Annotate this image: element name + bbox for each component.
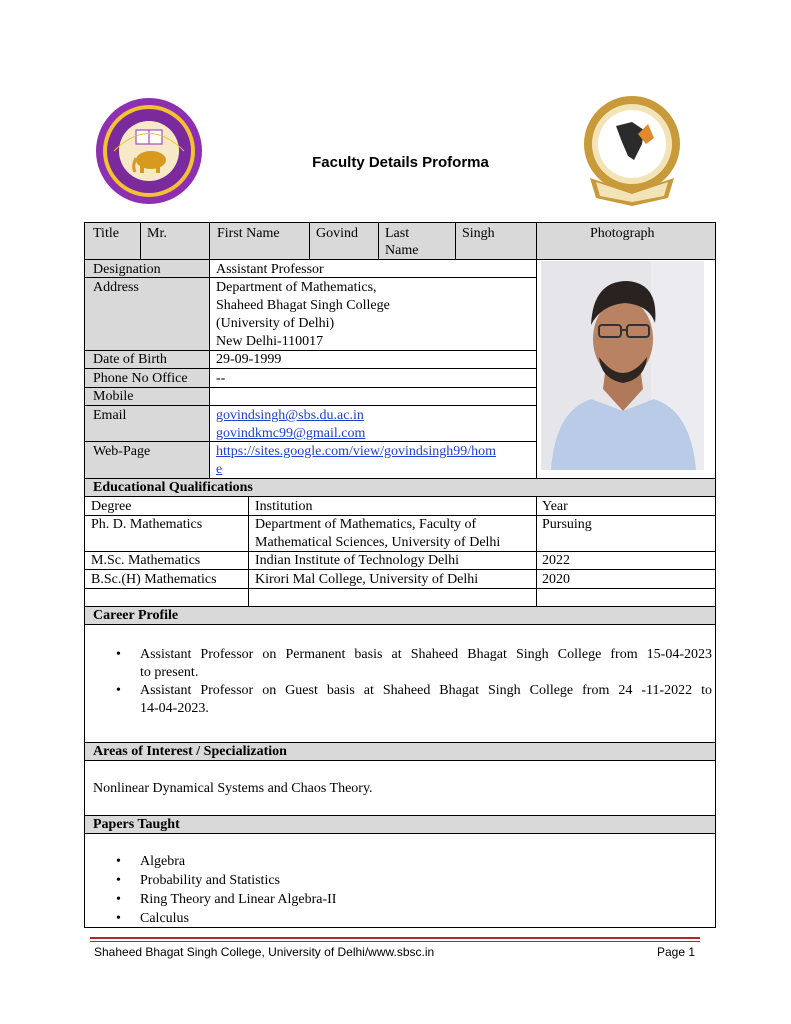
designation-label: Designation <box>93 262 161 277</box>
interest-heading: Areas of Interest / Specialization <box>93 744 287 759</box>
institution-cell: Department of Mathematics, Faculty of <box>255 517 477 532</box>
page-title: Faculty Details Proforma <box>312 154 489 171</box>
photograph-label: Photograph <box>590 226 655 241</box>
title-label: Title <box>93 226 119 241</box>
last-name-value: Singh <box>462 226 495 241</box>
institution-cell: Indian Institute of Technology Delhi <box>255 553 460 568</box>
career-item-line2: to present. <box>140 665 199 680</box>
degree-cell: B.Sc.(H) Mathematics <box>91 572 217 587</box>
bullet-icon: • <box>116 647 121 662</box>
paper-item: • Ring Theory and Linear Algebra-II <box>116 892 337 907</box>
address-line: (University of Delhi) <box>216 316 335 331</box>
address-line: Department of Mathematics, <box>216 280 377 295</box>
faculty-photograph <box>541 261 704 470</box>
bullet-icon: • <box>116 854 121 869</box>
institution-column-header: Institution <box>255 499 313 514</box>
first-name-value: Govind <box>316 226 358 241</box>
dob-label: Date of Birth <box>93 352 167 367</box>
career-item <box>116 646 712 682</box>
webpage-link-continued[interactable]: e <box>216 462 223 477</box>
phone-value: -- <box>216 371 226 386</box>
mobile-label: Mobile <box>93 389 134 404</box>
paper-item: • Algebra <box>116 854 186 869</box>
email-label: Email <box>93 408 127 423</box>
designation-value: Assistant Professor <box>216 262 324 277</box>
footer-rule <box>90 937 700 939</box>
first-name-label: First Name <box>217 226 280 241</box>
bullet-icon: • <box>116 873 121 888</box>
education-heading: Educational Qualifications <box>93 480 253 495</box>
address-label: Address <box>93 280 139 295</box>
year-cell: 2020 <box>542 572 570 587</box>
year-cell: Pursuing <box>542 517 592 532</box>
webpage-label: Web-Page <box>93 444 151 459</box>
bullet-icon: • <box>116 683 121 698</box>
degree-cell: M.Sc. Mathematics <box>91 553 201 568</box>
career-heading-shade <box>85 606 715 624</box>
shaheed-bhagat-singh-college-logo <box>582 94 682 206</box>
address-line: New Delhi-110017 <box>216 334 324 349</box>
address-line: Shaheed Bhagat Singh College <box>216 298 390 313</box>
bullet-icon: • <box>116 892 121 907</box>
institution-cell-continued: Mathematical Sciences, University of Delhi <box>255 535 501 550</box>
year-column-header: Year <box>542 499 568 514</box>
email-link[interactable]: govindsingh@sbs.du.ac.in <box>216 408 364 423</box>
degree-column-header: Degree <box>91 499 132 514</box>
dob-value: 29-09-1999 <box>216 352 282 367</box>
webpage-link[interactable]: https://sites.google.com/view/govindsingh99/hom <box>216 444 496 459</box>
career-item-line1: Assistant Professor on Guest basis at Shaheed Bhagat Singh College from 24 -11-2022 to <box>140 683 712 698</box>
footer-college-text: Shaheed Bhagat Singh College, University of Delhi/www.sbsc.in <box>94 945 435 959</box>
interest-text: Nonlinear Dynamical Systems and Chaos Theory. <box>93 781 373 796</box>
degree-cell: Ph. D. Mathematics <box>91 517 203 532</box>
last-name-label-line1: Last <box>385 226 410 241</box>
paper-item: • Calculus <box>116 911 189 926</box>
footer-rule-thin <box>90 941 700 942</box>
last-name-label-line2: Name <box>385 243 419 258</box>
university-of-delhi-logo <box>94 96 204 206</box>
career-item <box>116 682 712 718</box>
institution-cell: Kirori Mal College, University of Delhi <box>255 572 479 587</box>
footer-page-number: Page 1 <box>657 945 696 959</box>
bullet-icon: • <box>116 911 121 926</box>
career-item-line1: Assistant Professor on Permanent basis at Shaheed Bhagat Singh College from 15-04-2023 <box>140 647 712 662</box>
title-value: Mr. <box>147 226 167 241</box>
career-heading: Career Profile <box>93 608 179 623</box>
papers-heading: Papers Taught <box>93 817 180 832</box>
year-cell: 2022 <box>542 553 570 568</box>
email-link[interactable]: govindkmc99@gmail.com <box>216 426 366 441</box>
phone-label: Phone No Office <box>93 371 188 386</box>
career-item-line2: 14-04-2023. <box>140 701 209 716</box>
paper-item: • Probability and Statistics <box>116 873 280 888</box>
